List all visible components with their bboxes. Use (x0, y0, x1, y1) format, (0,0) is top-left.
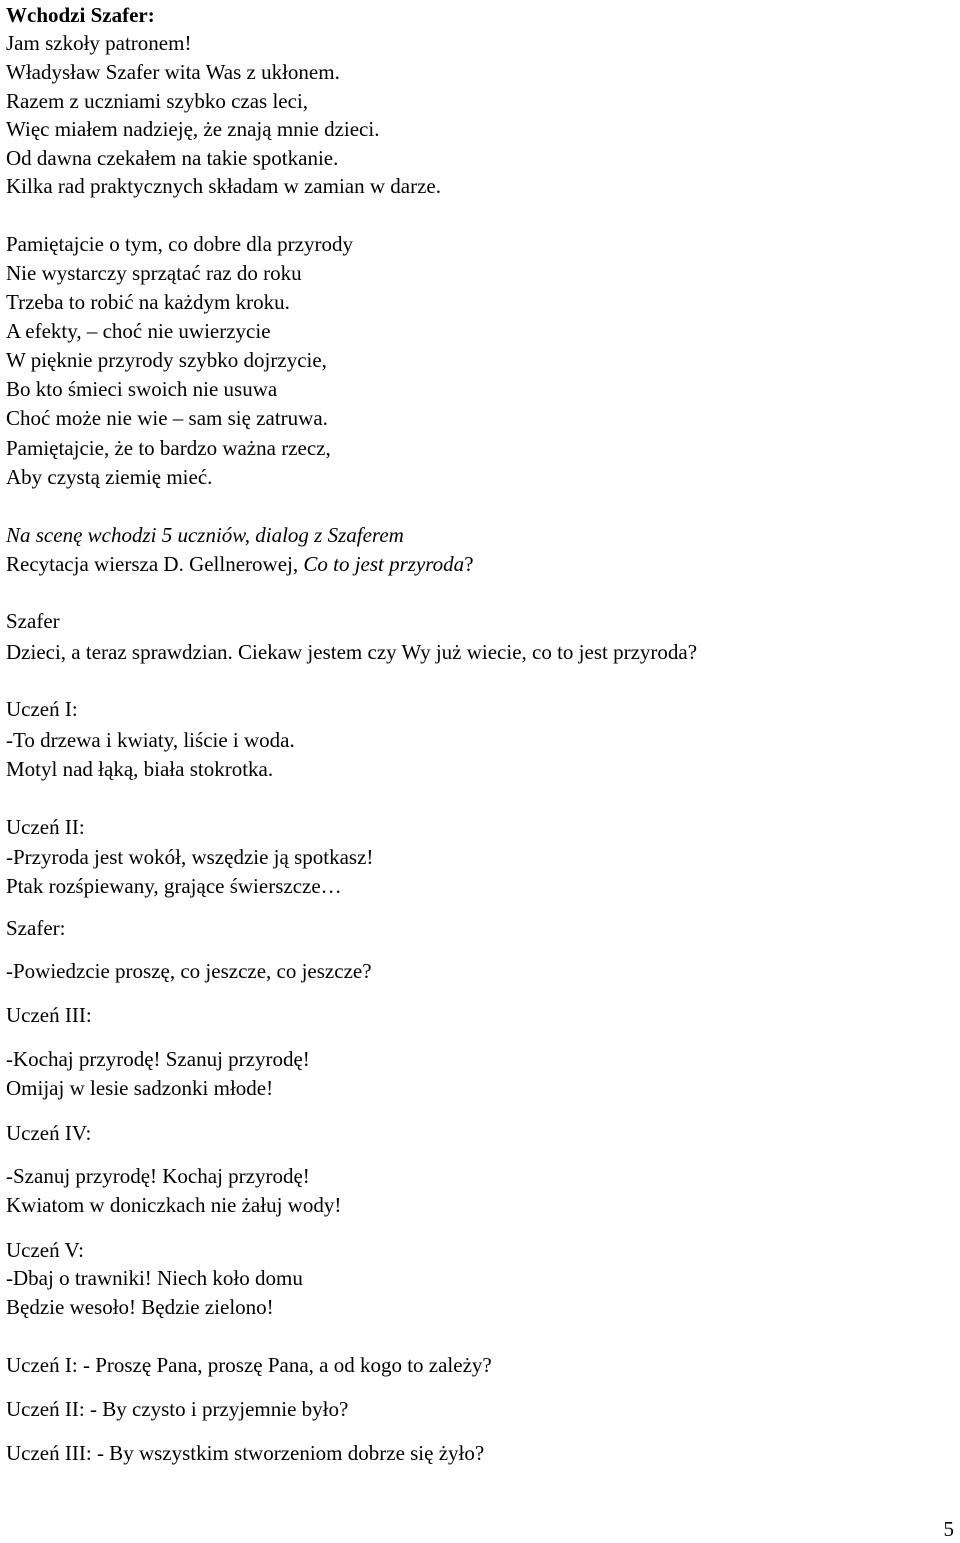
verse-line: Bo kto śmieci swoich nie usuwa (6, 377, 278, 401)
intro-line: Jam szkoły patronem! (6, 31, 192, 55)
intro-heading: Wchodzi Szafer: (6, 3, 155, 27)
verse-line: A efekty, – choć nie uwierzycie (6, 319, 271, 343)
speech-line: -Kochaj przyrodę! Szanuj przyrodę! (6, 1047, 310, 1071)
recitation-line (6, 551, 474, 577)
closing-text: : - Proszę Pana, proszę Pana, a od kogo to zależy? (71, 1353, 492, 1377)
stage-direction: Na scenę wchodzi 5 uczniów, dialog z Szaferem (6, 523, 404, 547)
verse-line: Trzeba to robić na każdym kroku. (6, 290, 290, 314)
closing-speaker: Uczeń I (6, 1353, 72, 1377)
recitation-title: Co to jest przyroda (303, 552, 465, 576)
speech-line: -Dbaj o trawniki! Niech koło domu (6, 1266, 303, 1290)
speaker-name: Uczeń I: (6, 697, 78, 721)
closing-line (6, 1396, 348, 1422)
verse-line: Pamiętajcie o tym, co dobre dla przyrody (6, 232, 353, 256)
closing-speaker: Uczeń III (6, 1441, 86, 1465)
intro-line: Więc miałem nadzieję, że znają mnie dzieci. (6, 117, 380, 141)
speaker-name: Szafer: (6, 916, 66, 940)
verse-line: Choć może nie wie – sam się zatruwa. (6, 406, 328, 430)
intro-line: Kilka rad praktycznych składam w zamian w darze. (6, 174, 441, 198)
speaker-name: Uczeń V: (6, 1238, 84, 1262)
closing-speaker: Uczeń II (6, 1397, 79, 1421)
speaker-name: Uczeń II: (6, 815, 85, 839)
intro-line: Władysław Szafer wita Was z ukłonem. (6, 60, 340, 84)
page-number: 5 (943, 1517, 954, 1541)
speech-line: Dzieci, a teraz sprawdzian. Ciekaw jestem czy Wy już wiecie, co to jest przyroda? (6, 640, 698, 664)
intro-line: Razem z uczniami szybko czas leci, (6, 89, 309, 113)
verse-line: Aby czystą ziemię mieć. (6, 465, 213, 489)
verse-line: Nie wystarczy sprzątać raz do roku (6, 261, 302, 285)
speech-line: Ptak rozśpiewany, grające świerszcze… (6, 874, 342, 898)
closing-text: : - By czysto i przyjemnie było? (78, 1397, 349, 1421)
recitation-suffix: ? (464, 552, 474, 576)
closing-text: : - By wszystkim stworzeniom dobrze się żyło? (85, 1441, 485, 1465)
speaker-name: Uczeń III: (6, 1003, 92, 1027)
closing-line (6, 1440, 484, 1466)
speech-line: Omijaj w lesie sadzonki młode! (6, 1076, 274, 1100)
speech-line: Motyl nad łąką, biała stokrotka. (6, 757, 274, 781)
speech-line: -Szanuj przyrodę! Kochaj przyrodę! (6, 1164, 310, 1188)
recitation-prefix: Recytacja wiersza D. Gellnerowej, (6, 552, 304, 576)
speech-line: -To drzewa i kwiaty, liście i woda. (6, 728, 295, 752)
speech-line: -Powiedzcie proszę, co jeszcze, co jeszcze? (6, 959, 372, 983)
speech-line: -Przyroda jest wokół, wszędzie ją spotkasz! (6, 845, 374, 869)
closing-line (6, 1352, 492, 1378)
verse-line: Pamiętajcie, że to bardzo ważna rzecz, (6, 436, 331, 460)
speech-line: Kwiatom w doniczkach nie żałuj wody! (6, 1193, 342, 1217)
speaker-name: Szafer (6, 609, 60, 633)
intro-line: Od dawna czekałem na takie spotkanie. (6, 146, 339, 170)
speech-line: Będzie wesoło! Będzie zielono! (6, 1295, 274, 1319)
speaker-name: Uczeń IV: (6, 1121, 92, 1145)
verse-line: W pięknie przyrody szybko dojrzycie, (6, 348, 327, 372)
